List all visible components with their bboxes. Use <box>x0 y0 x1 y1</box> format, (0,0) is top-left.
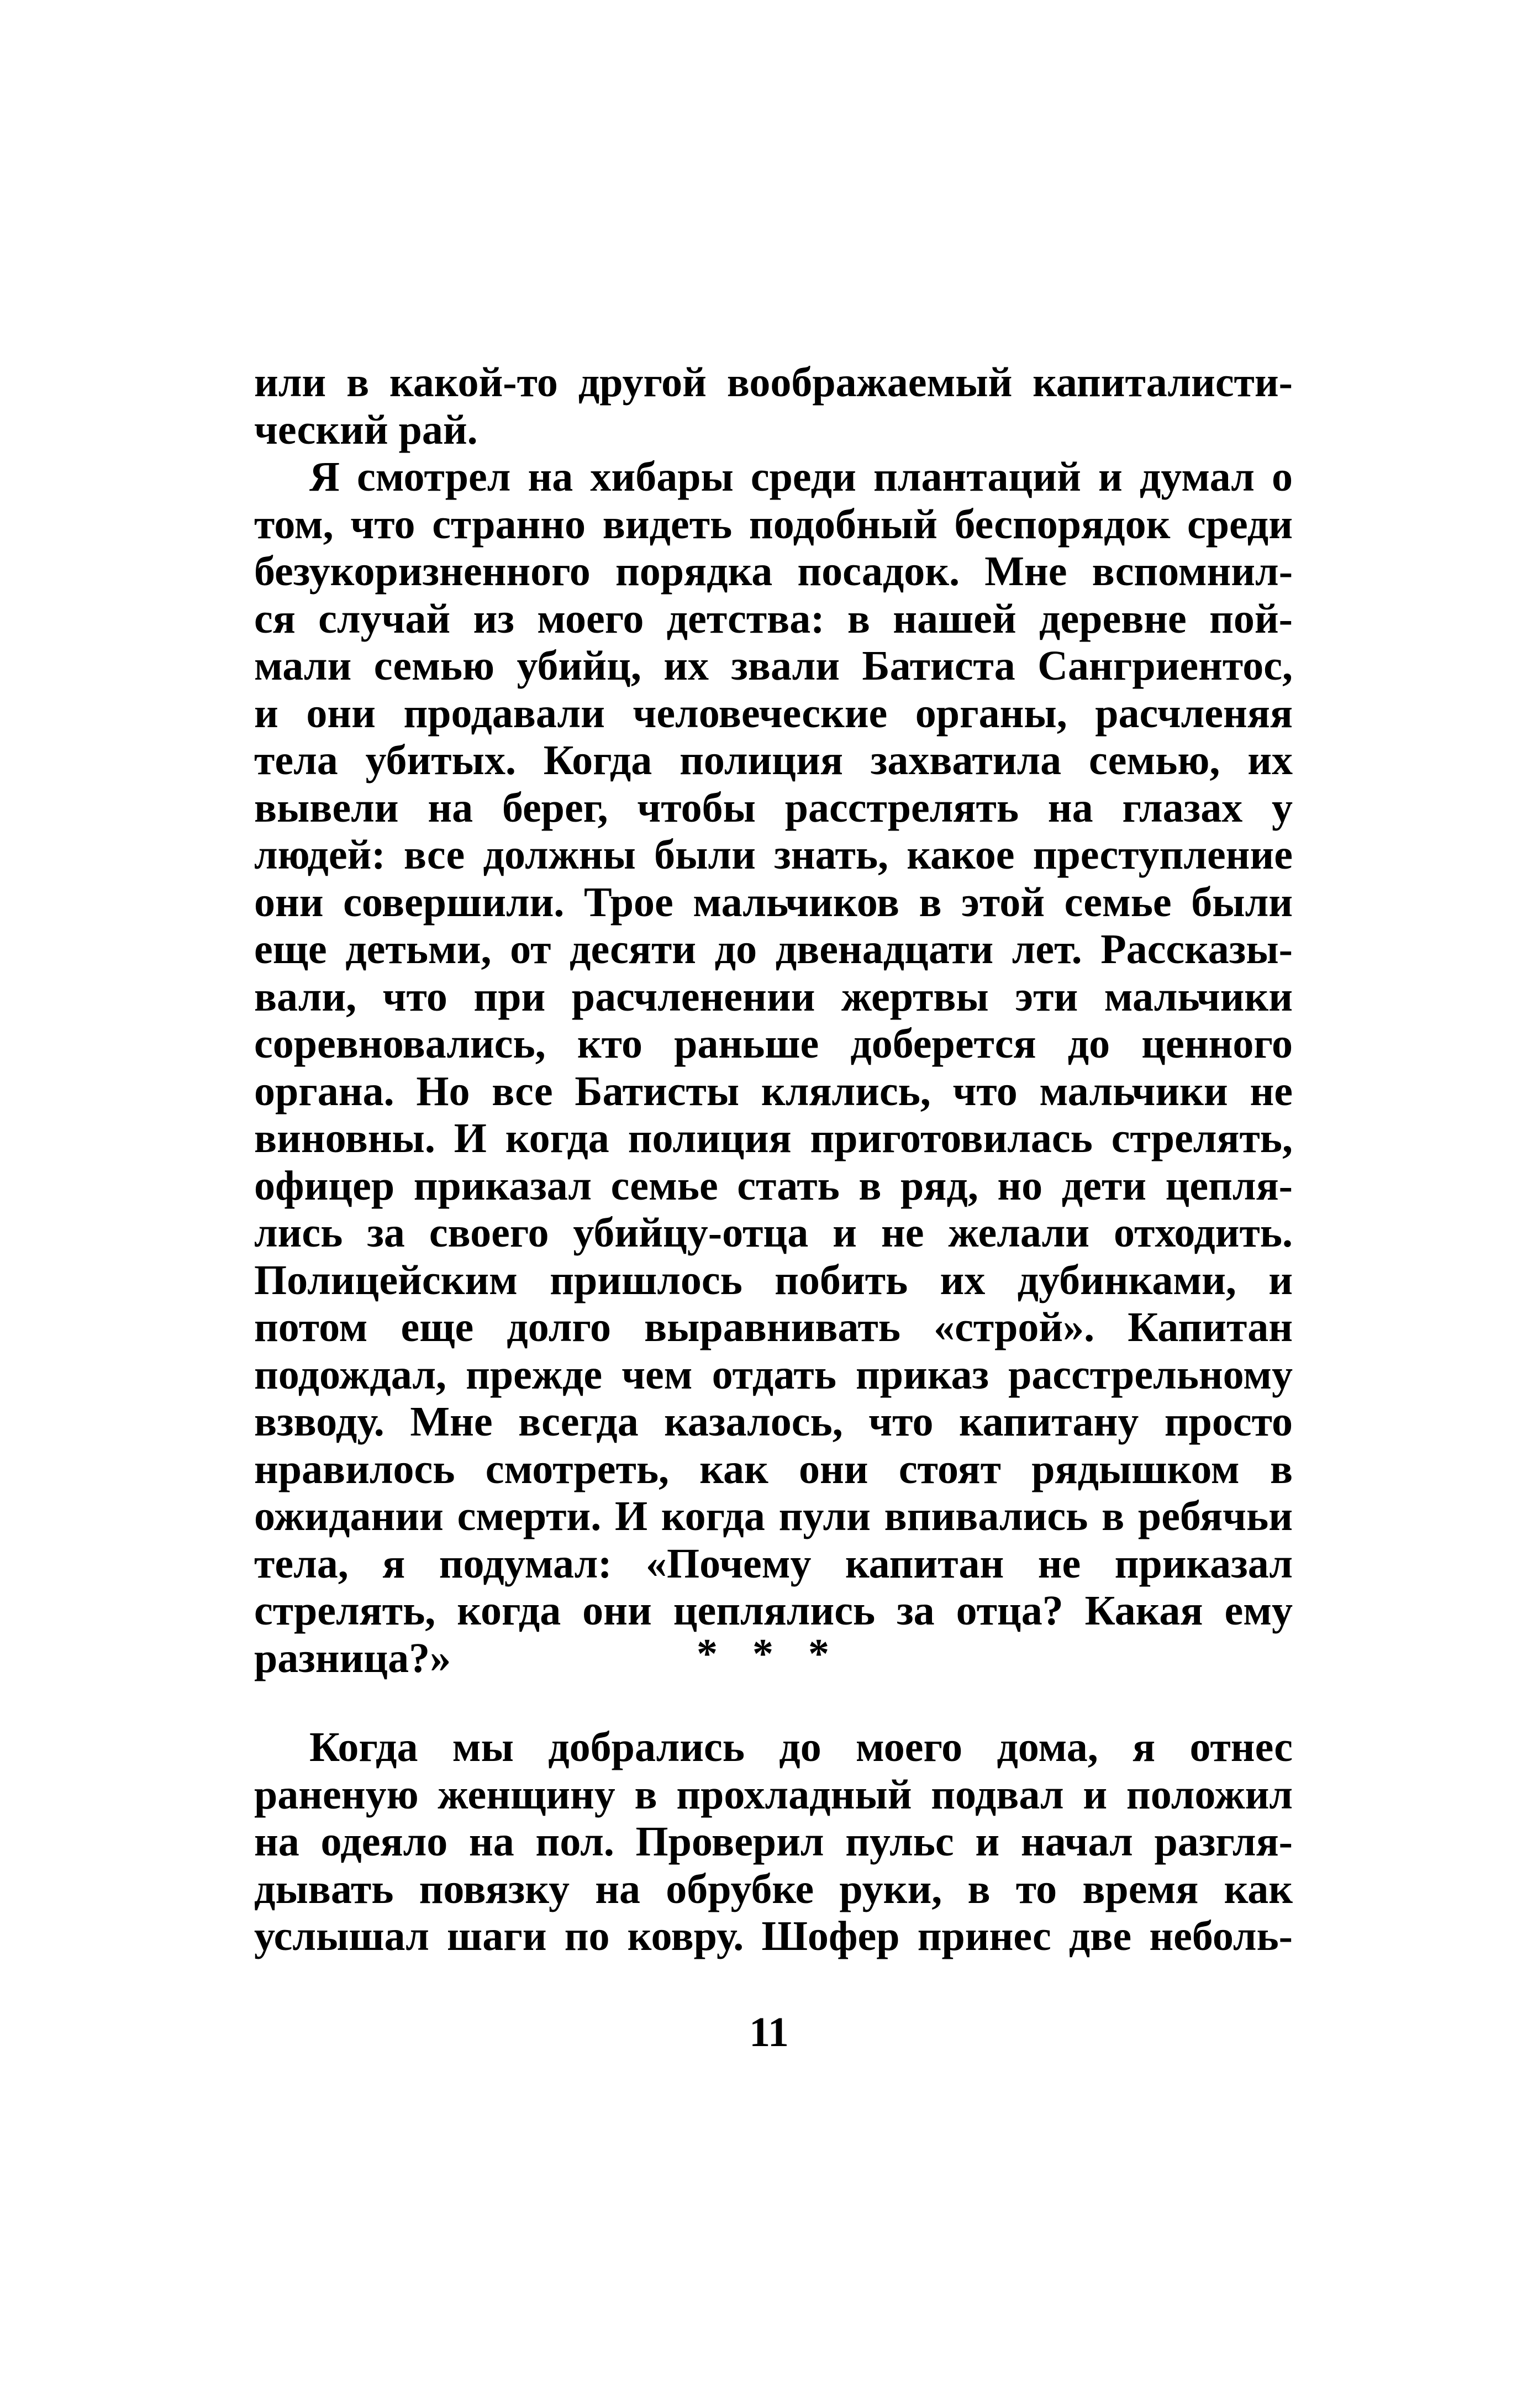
text-line: соревновались, кто раньше доберется до ценного <box>254 1021 1293 1067</box>
bottom-text-block <box>254 1724 1293 1960</box>
text-line: и они продавали человеческие органы, расчленяя <box>254 690 1293 737</box>
top-text-block <box>254 359 1293 1682</box>
text-line: органа. Но все Батисты клялись, что мальчики не <box>254 1068 1293 1114</box>
text-line: потом еще долго выравнивать «строй». Капитан <box>254 1304 1293 1350</box>
text-line: дывать повязку на обрубке руки, в то время как <box>254 1865 1293 1912</box>
text-line: еще детьми, от десяти до двенадцати лет. Рассказы- <box>254 926 1293 972</box>
text-line: мали семью убийц, их звали Батиста Сангриентос, <box>254 643 1293 689</box>
text-line: разница?» <box>254 1634 451 1681</box>
text-line: офицер приказал семье стать в ряд, но дети цепля- <box>254 1162 1293 1209</box>
text-line: виновны. И когда полиция приготовилась стрелять, <box>254 1115 1293 1161</box>
text-line: или в какой-то другой воображаемый капиталисти- <box>254 359 1293 406</box>
text-line: ческий рай. <box>254 406 478 453</box>
text-line: нравилось смотреть, как они стоят рядышком в <box>254 1445 1293 1492</box>
text-line: подождал, прежде чем отдать приказ расстрельному <box>254 1351 1293 1398</box>
text-line: тела, я подумал: «Почему капитан не приказал <box>254 1540 1293 1587</box>
text-line: вывели на берег, чтобы расстрелять на глазах у <box>254 784 1293 831</box>
text-line: они совершили. Трое мальчиков в этой семье были <box>254 879 1293 926</box>
text-line: ся случай из моего детства: в нашей деревне пой- <box>254 595 1293 642</box>
text-line: раненую женщину в прохладный подвал и положил <box>254 1771 1293 1818</box>
text-line: лись за своего убийцу-отца и не желали отходить. <box>254 1210 1293 1256</box>
text-line: людей: все должны были знать, какое преступление <box>254 832 1293 878</box>
text-line: на одеяло на пол. Проверил пульс и начал разгля- <box>254 1818 1293 1865</box>
text-line: ожидании смерти. И когда пули впивались в ребячьи <box>254 1493 1293 1539</box>
page-number: 11 <box>749 2009 789 2055</box>
paragraph-first-line: Когда мы добрались до моего дома, я отнес <box>309 1724 1293 1770</box>
text-line: тела убитых. Когда полиция захватила семью, их <box>254 737 1293 784</box>
text-line: том, что странно видеть подобный беспорядок среди <box>254 501 1293 548</box>
paragraph-first-line: Я смотрел на хибары среди плантаций и думал о <box>309 454 1293 500</box>
text-line: услышал шаги по ковру. Шофер принес две неболь- <box>254 1913 1293 1959</box>
text-line: взводу. Мне всегда казалось, что капитану просто <box>254 1398 1293 1445</box>
text-line: стрелять, когда они цеплялись за отца? Какая ему <box>254 1587 1293 1634</box>
text-line: Полицейским пришлось побить их дубинками, и <box>254 1256 1293 1303</box>
section-separator: * * * <box>697 1631 841 1677</box>
text-line: вали, что при расчленении жертвы эти мальчики <box>254 973 1293 1020</box>
text-line: безукоризненного порядка посадок. Мне вспомнил- <box>254 548 1293 595</box>
